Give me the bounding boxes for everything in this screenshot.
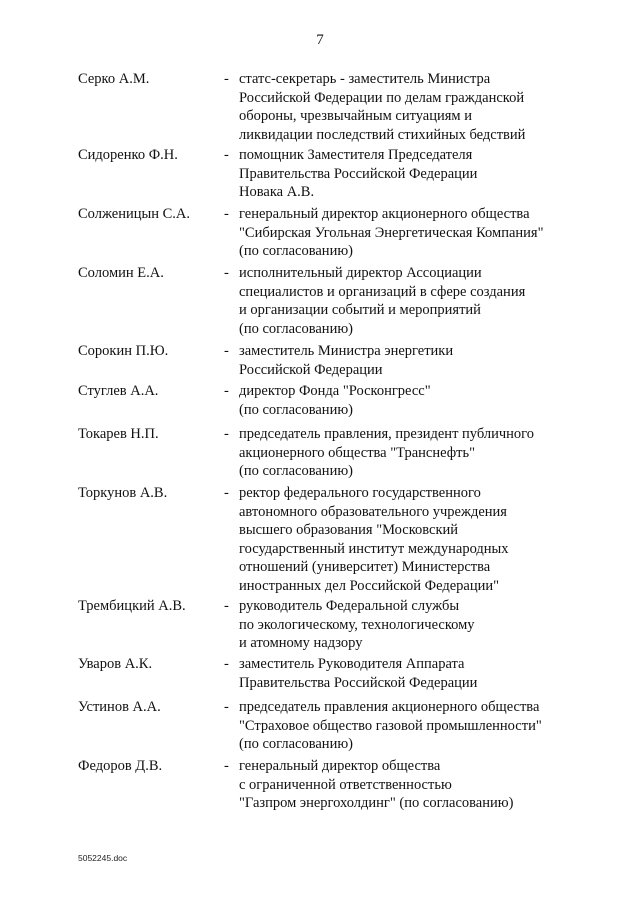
description-line: ликвидации последствий стихийных бедствий <box>239 126 526 143</box>
description-line: высшего образования "Московский <box>239 522 459 538</box>
description-line: "Газпром энергохолдинг" (по согласованию) <box>239 795 514 811</box>
entry-description <box>239 70 599 144</box>
entry-description <box>239 757 599 813</box>
entry-description <box>239 205 599 261</box>
description-line: автономного образовательного учреждения <box>239 503 507 520</box>
entry-dash: - <box>224 656 229 672</box>
description-line: Правительства Российской Федерации <box>239 165 478 182</box>
entry-description <box>239 655 599 692</box>
description-line: статс-секретарь - заместитель Министра <box>239 71 491 87</box>
entry-dash: - <box>224 426 229 442</box>
description-line: руководитель Федеральной службы <box>239 598 460 614</box>
entry-name: Солженицын С.А. <box>78 206 191 222</box>
description-line: и атомному надзору <box>239 635 363 651</box>
entry-description <box>239 342 599 379</box>
entry-dash: - <box>224 206 229 222</box>
entry-description <box>239 484 599 595</box>
entry-name: Устинов А.А. <box>78 699 161 715</box>
entry-description <box>239 425 599 481</box>
description-line: ректор федерального государственного <box>239 485 481 501</box>
entry-description <box>239 382 599 419</box>
entry-description <box>239 264 599 338</box>
entry-name: Трембицкий А.В. <box>78 598 186 614</box>
entry-name: Сидоренко Ф.Н. <box>78 147 178 163</box>
entry-description <box>239 597 599 653</box>
description-line: заместитель Министра энергетики <box>239 343 454 359</box>
description-line: Российской Федерации <box>239 361 383 378</box>
description-line: председатель правления акционерного общества <box>239 699 540 715</box>
entry-name: Сорокин П.Ю. <box>78 343 169 359</box>
description-line: и организации событий и мероприятий <box>239 302 481 318</box>
description-line: Новака А.В. <box>239 184 315 200</box>
description-line: отношений (университет) Министерства <box>239 559 491 575</box>
entry-name: Стуглев А.А. <box>78 383 159 399</box>
entry-dash: - <box>224 758 229 774</box>
entry-dash: - <box>224 485 229 501</box>
description-line: (по согласованию) <box>239 736 353 752</box>
description-line: заместитель Руководителя Аппарата <box>239 656 465 672</box>
description-line: директор Фонда "Росконгресс" <box>239 383 431 399</box>
description-line: "Страховое общество газовой промышленности" <box>239 717 542 734</box>
page-number: 7 <box>316 32 324 48</box>
entry-description <box>239 698 599 754</box>
entry-dash: - <box>224 343 229 359</box>
description-line: специалистов и организаций в сфере создания <box>239 283 526 300</box>
description-line: акционерного общества "Транснефть" <box>239 444 475 461</box>
description-line: (по согласованию) <box>239 320 353 337</box>
entry-dash: - <box>224 598 229 614</box>
description-line: (по согласованию) <box>239 401 353 418</box>
entry-dash: - <box>224 383 229 399</box>
entry-name: Соломин Е.А. <box>78 265 164 281</box>
description-line: Российской Федерации по делам гражданской <box>239 89 525 106</box>
description-line: по экологическому, технологическому <box>239 616 475 633</box>
description-line: иностранных дел Российской Федерации" <box>239 577 500 594</box>
description-line: обороны, чрезвычайным ситуациям и <box>239 108 472 124</box>
entry-name: Федоров Д.В. <box>78 758 163 774</box>
entry-name: Торкунов А.В. <box>78 485 168 501</box>
entry-name: Уваров А.К. <box>78 656 153 672</box>
description-line: государственный институт международных <box>239 540 509 557</box>
description-line: с ограниченной ответственностью <box>239 776 452 793</box>
description-line: помощник Заместителя Председателя <box>239 147 473 163</box>
entry-dash: - <box>224 147 229 163</box>
description-line: генеральный директор акционерного общества <box>239 206 530 222</box>
description-line: Правительства Российской Федерации <box>239 674 478 691</box>
entry-name: Серко А.М. <box>78 71 150 87</box>
description-line: (по согласованию) <box>239 463 353 479</box>
description-line: "Сибирская Угольная Энергетическая Компания" <box>239 224 544 241</box>
description-line: (по согласованию) <box>239 243 353 259</box>
description-line: исполнительный директор Ассоциации <box>239 265 482 281</box>
entry-dash: - <box>224 699 229 715</box>
entry-dash: - <box>224 71 229 87</box>
document-filename: 5052245.doc <box>78 853 128 863</box>
description-line: генеральный директор общества <box>239 758 441 774</box>
entry-description <box>239 146 599 202</box>
description-line: председатель правления, президент публичного <box>239 426 534 442</box>
entry-name: Токарев Н.П. <box>78 426 159 442</box>
entry-dash: - <box>224 265 229 281</box>
